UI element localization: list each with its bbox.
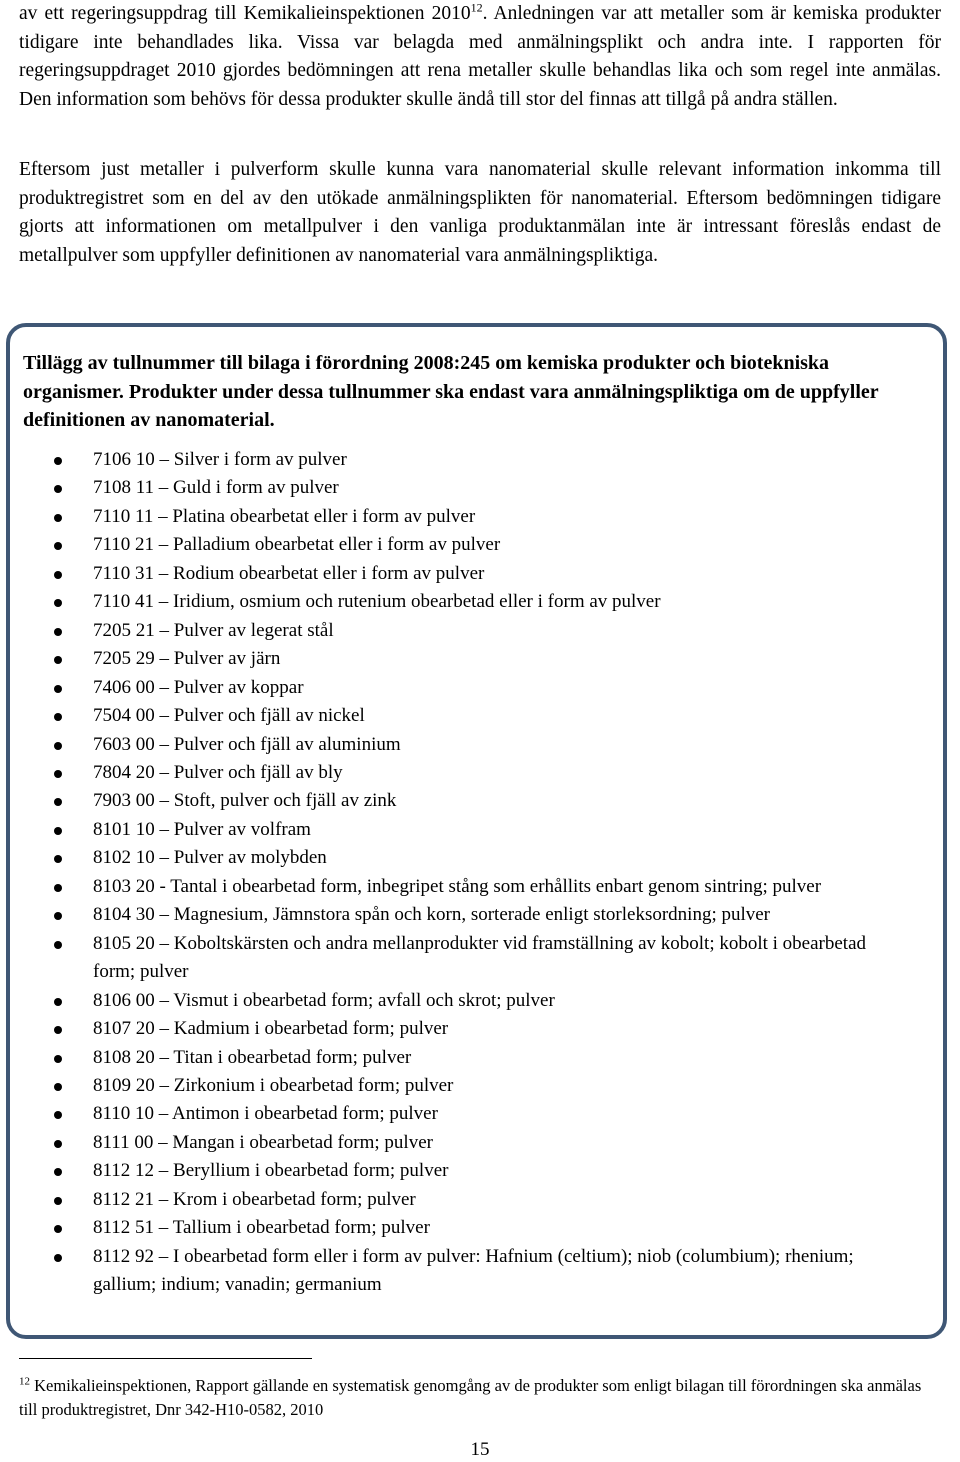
list-item-text: 7406 00 – Pulver av koppar <box>93 676 304 698</box>
list-item-text: 8109 20 – Zirkonium i obearbetad form; pulver <box>93 1074 454 1096</box>
list-item-text: 8102 10 – Pulver av molybden <box>93 847 327 869</box>
bullet-icon <box>54 1026 62 1034</box>
proposal-box-title: Tillägg av tullnummer till bilaga i förordning 2008:245 om kemiska produkter och biotekniska organismer. Produkter under dessa tullnummer ska endast vara anmälningspliktiga om de uppfyller definitionen av nanomaterial. <box>23 352 879 431</box>
list-item-text: 7110 21 – Palladium obearbetat eller i form av pulver <box>93 534 501 556</box>
list-item <box>10 702 935 730</box>
bullet-icon <box>54 1168 62 1176</box>
list-item-text: 7504 00 – Pulver och fjäll av nickel <box>93 705 365 727</box>
bullet-icon <box>54 628 62 636</box>
list-item-text: 8105 20 – Koboltskärsten och andra mellanprodukter vid framställning av kobolt; kobolt i obearbetad form; pulver <box>93 932 867 983</box>
list-item <box>10 787 935 815</box>
list-item-text: 8106 00 – Vismut i obearbetad form; avfall och skrot; pulver <box>93 989 555 1011</box>
footnote <box>19 1374 939 1422</box>
footnote-number: 12 <box>19 1375 30 1388</box>
list-item-text: 8112 92 – I obearbetad form eller i form av pulver: Hafnium (celtium); niob (columbium); rhenium; gallium; indium; vanadin; germanium <box>93 1245 854 1296</box>
list-item <box>10 446 935 474</box>
list-item <box>10 930 935 987</box>
bullet-icon <box>54 514 62 522</box>
list-item <box>10 1015 935 1043</box>
footnote-text: Kemikalieinspektionen, Rapport gällande en systematisk genomgång av de produkter som enligt bilagan till förordningen ska anmälas till produktregistret, Dnr 342-H10-0582, 2010 <box>19 1376 922 1419</box>
bullet-icon <box>54 713 62 721</box>
list-item <box>10 816 935 844</box>
list-item-text: 8107 20 – Kadmium i obearbetad form; pulver <box>93 1018 449 1040</box>
bullet-icon <box>54 571 62 579</box>
list-item-text: 7110 41 – Iridium, osmium och rutenium obearbetad eller i form av pulver <box>93 591 661 613</box>
list-item <box>10 1186 935 1214</box>
list-item <box>10 759 935 787</box>
list-item-text: 8101 10 – Pulver av volfram <box>93 818 311 840</box>
bullet-icon <box>54 1083 62 1091</box>
list-item <box>10 1214 935 1242</box>
list-item <box>10 1243 935 1300</box>
bullet-icon <box>54 485 62 493</box>
list-item-text: 8112 21 – Krom i obearbetad form; pulver <box>93 1188 416 1210</box>
intro-paragraph-text-start: av ett regeringsuppdrag till Kemikalieinspektionen 2010 <box>19 3 471 24</box>
bullet-icon <box>54 770 62 778</box>
list-item <box>10 674 935 702</box>
list-item-text: 8103 20 - Tantal i obearbetad form, inbegripet stång som erhållits enbart genom sintring; pulver <box>93 875 822 897</box>
list-item <box>10 844 935 872</box>
bullet-icon <box>54 542 62 550</box>
list-item-text: 7106 10 – Silver i form av pulver <box>93 449 347 470</box>
bullet-icon <box>54 1055 62 1063</box>
list-item <box>10 617 935 645</box>
list-item <box>10 531 935 559</box>
list-item-text: 7603 00 – Pulver och fjäll av aluminium <box>93 733 401 755</box>
list-item-text: 8108 20 – Titan i obearbetad form; pulver <box>93 1046 412 1068</box>
list-item-text: 7205 29 – Pulver av järn <box>93 648 281 670</box>
list-item <box>10 503 935 531</box>
list-item <box>10 560 935 588</box>
list-item <box>10 1129 935 1157</box>
list-item-text: 7110 31 – Rodium obearbetat eller i form av pulver <box>93 562 485 584</box>
intro-paragraph <box>19 0 941 115</box>
bullet-icon <box>54 912 62 920</box>
list-item <box>10 474 935 502</box>
bullet-icon <box>54 1140 62 1148</box>
list-item-text: 7903 00 – Stoft, pulver och fjäll av zink <box>93 790 397 812</box>
bullet-icon <box>54 884 62 892</box>
page-number: 15 <box>470 1439 490 1460</box>
proposal-box <box>6 323 947 1339</box>
bullet-icon <box>54 599 62 607</box>
bullet-icon <box>54 1197 62 1205</box>
bullet-icon <box>54 656 62 664</box>
bullet-icon <box>54 827 62 835</box>
list-item-text: 7804 20 – Pulver och fjäll av bly <box>93 761 343 783</box>
bullet-icon <box>54 1111 62 1119</box>
list-item <box>10 901 935 929</box>
nanomaterial-paragraph: Eftersom just metaller i pulverform skulle kunna vara nanomaterial skulle relevant information inkomma till produktregistret som en del av den utökade anmälningsplikten för nanomaterial. Eftersom bedömningen tidigare gjorts att informationen om metallpulver i den vanliga produktanmälan inte är intressant föreslås endast de metallpulver som uppfyller definitionen av nanomaterial vara anmälningspliktiga. <box>19 159 941 267</box>
bullet-icon <box>54 685 62 693</box>
bullet-icon <box>54 457 62 465</box>
bullet-icon <box>54 742 62 750</box>
bullet-icon <box>54 1254 62 1262</box>
list-item <box>10 987 935 1015</box>
list-item-text: 7110 11 – Platina obearbetat eller i form av pulver <box>93 505 476 527</box>
bullet-icon <box>54 1225 62 1233</box>
intro-paragraph-text-end: . Anledningen var att metaller som är kemiska produkter tidigare inte behandlades lika. Vissa var belagda med anmälningsplikt och andra inte. I rapporten för regeringsuppdraget 2010 gjordes bedömningen att rena metaller skulle behandlas lika och som regel inte anmälas. Den information som behövs för dessa produkter skulle ändå till stor del finnas att tillgå på andra ställen. <box>19 3 941 111</box>
list-item <box>10 1044 935 1072</box>
list-item <box>10 1157 935 1185</box>
bullet-icon <box>54 855 62 863</box>
list-item-text: 8104 30 – Magnesium, Jämnstora spån och korn, sorterade enligt storleksordning; pulver <box>93 904 771 926</box>
list-item <box>10 645 935 673</box>
list-item-text: 8112 51 – Tallium i obearbetad form; pulver <box>93 1217 430 1239</box>
footnote-separator <box>19 1358 312 1359</box>
list-item <box>10 588 935 616</box>
list-item-text: 8110 10 – Antimon i obearbetad form; pulver <box>93 1103 438 1125</box>
customs-number-list <box>10 446 935 1300</box>
list-item <box>10 1072 935 1100</box>
list-item-text: 8111 00 – Mangan i obearbetad form; pulver <box>93 1131 433 1153</box>
list-item <box>10 873 935 901</box>
bullet-icon <box>54 798 62 806</box>
list-item <box>10 1100 935 1128</box>
bullet-icon <box>54 998 62 1006</box>
list-item-text: 7108 11 – Guld i form av pulver <box>93 477 339 499</box>
list-item-text: 8112 12 – Beryllium i obearbetad form; pulver <box>93 1160 449 1182</box>
bullet-icon <box>54 941 62 949</box>
footnote-reference[interactable]: 12 <box>470 0 483 15</box>
list-item-text: 7205 21 – Pulver av legerat stål <box>93 619 334 641</box>
list-item <box>10 731 935 759</box>
